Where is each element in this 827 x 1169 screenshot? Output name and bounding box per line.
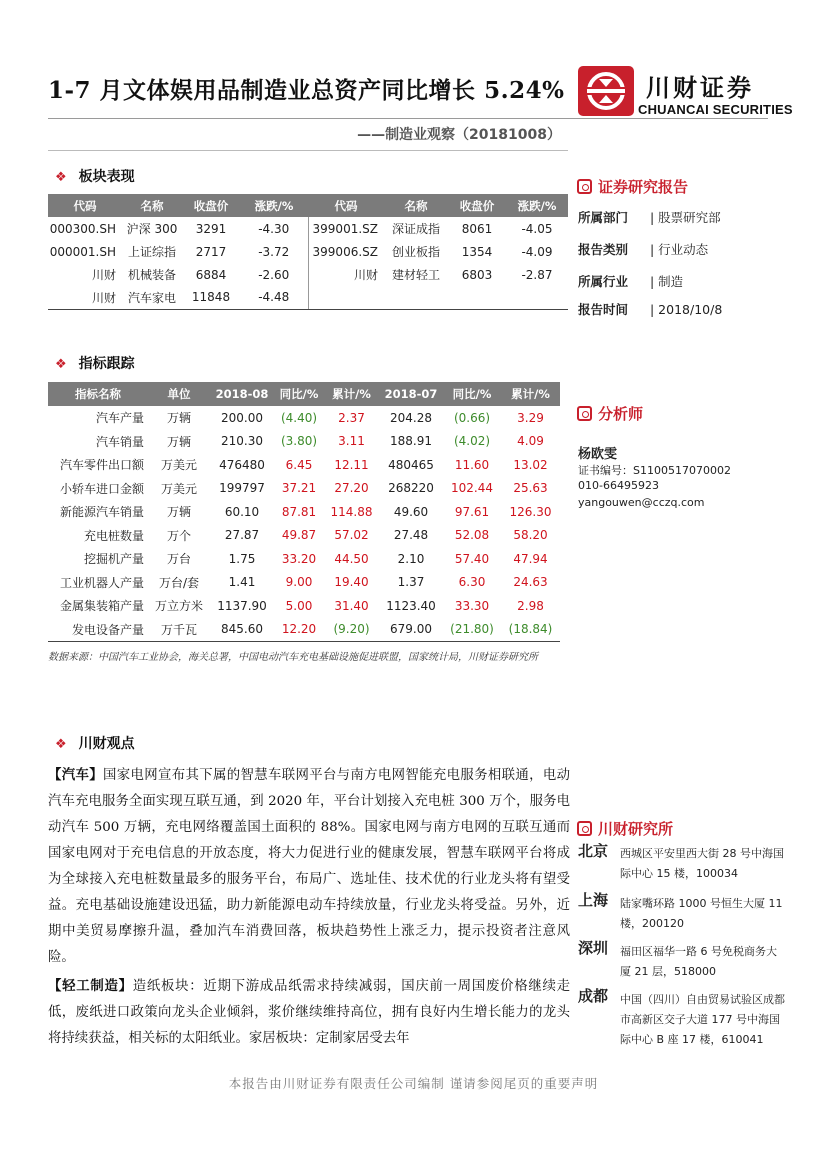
table-cell: 万美元 <box>160 481 197 496</box>
table-cell: -2.60 <box>240 263 308 286</box>
analyst-email[interactable]: yangouwen@cczq.com <box>578 496 705 509</box>
table-row <box>48 547 560 571</box>
table-cell: 27.20 <box>334 481 369 496</box>
table-cell: 204.28 <box>390 410 432 425</box>
table-cell: -4.48 <box>240 286 308 309</box>
table-cell: 汽车零件出口额 <box>59 458 144 473</box>
table-row <box>48 263 568 286</box>
table-cell: 川财 <box>91 268 116 282</box>
table-cell: 3.11 <box>338 434 365 449</box>
table-cell: 47.94 <box>513 551 548 566</box>
table-cell: -4.09 <box>521 244 553 259</box>
table-cell: 845.60 <box>210 618 274 642</box>
table-cell: (4.02) <box>453 434 491 449</box>
table-row <box>48 477 560 501</box>
brand-name-cn: 川财证券 <box>646 74 754 102</box>
table-cell: 1354 <box>461 244 493 259</box>
table-cell: 399001.SZ <box>312 221 378 236</box>
table-cell: 1.41 <box>228 575 256 590</box>
table-cell: 万千瓦 <box>148 618 210 642</box>
table-cell: 建材轻工 <box>391 268 440 282</box>
column-header: 2018-07 <box>379 382 443 406</box>
table-cell: 万美元 <box>160 458 197 473</box>
meta-value: | 行业动态 <box>650 242 709 257</box>
data-source-note: 数据来源：中国汽车工业协会，海关总署，中国电动汽车充电基础设施促进联盟，国家统计局，川财证券研究所 <box>48 652 538 663</box>
table-cell: (18.84) <box>501 618 560 642</box>
table-cell: 1.75 <box>228 551 256 566</box>
table-cell: 2.98 <box>517 598 544 613</box>
table-row <box>48 571 560 595</box>
table-cell: 川财 <box>48 286 122 309</box>
table-cell: 37.21 <box>281 481 317 496</box>
column-header: 代码 <box>48 194 122 217</box>
table-cell: 万立方米 <box>154 599 203 614</box>
table-cell: 挖掘机产量 <box>83 552 144 567</box>
table-cell: 49.87 <box>281 528 317 543</box>
table-cell: 12.11 <box>334 457 369 472</box>
table-cell: 5.00 <box>285 598 313 613</box>
table-cell: 87.81 <box>281 504 317 519</box>
column-header: 指标名称 <box>48 382 148 406</box>
table-cell: 399006.SZ <box>312 244 378 259</box>
table-cell: 114.88 <box>330 504 373 519</box>
table-cell <box>506 286 568 309</box>
table-cell: 19.40 <box>334 575 369 590</box>
table-cell: 126.30 <box>509 504 552 519</box>
table-cell: 万辆 <box>166 411 191 426</box>
meta-value: | 制造 <box>650 274 684 289</box>
meta-value: | 2018/10/8 <box>650 302 723 317</box>
table-row <box>48 618 560 642</box>
table-cell: 25.63 <box>513 481 548 496</box>
table-cell: 12.20 <box>274 618 324 642</box>
table-cell: (9.20) <box>324 618 379 642</box>
table-cell: (0.66) <box>453 410 491 425</box>
table-cell: 创业板指 <box>391 245 440 259</box>
table-row <box>48 524 560 548</box>
table-cell <box>448 286 506 309</box>
diamond-bullet-icon: ❖ <box>55 737 67 752</box>
table-cell: 金属集装箱产量 <box>59 599 144 614</box>
analyst-phone: 010-66495923 <box>578 479 659 492</box>
sector-table <box>48 194 568 310</box>
sector-heading: ❖ 板块表现 <box>55 169 135 185</box>
table-cell <box>384 286 448 309</box>
office-city-chengdu: 成都 <box>578 987 609 1005</box>
table-cell: 机械装备 <box>127 268 176 282</box>
table-cell: 新能源汽车销量 <box>59 505 144 520</box>
table-cell: 充电桩数量 <box>83 528 144 543</box>
sector-header-row <box>48 194 568 217</box>
table-cell: 上证综指 <box>127 245 176 259</box>
paragraph-tag: 【汽车】 <box>48 767 103 783</box>
column-header: 单位 <box>148 382 210 406</box>
table-cell: 万辆 <box>166 434 191 449</box>
meta-category <box>578 240 708 258</box>
column-header: 名称 <box>384 194 448 217</box>
table-cell: -4.30 <box>240 217 308 240</box>
office-address-shenzhen: 福田区福华一路 6 号免税商务大厦 21 层，518000 <box>620 945 777 978</box>
meta-key: 所属部门 <box>578 210 629 225</box>
table-cell: 60.10 <box>224 504 260 519</box>
table-cell: 33.30 <box>454 598 490 613</box>
table-cell: 97.61 <box>454 504 490 519</box>
header-divider <box>48 118 768 119</box>
table-cell: 480465 <box>388 457 434 472</box>
table-cell: 9.00 <box>285 575 313 590</box>
table-cell: 3.29 <box>517 410 544 425</box>
table-cell: 200.00 <box>221 410 263 425</box>
table-row <box>48 430 560 454</box>
table-cell: 44.50 <box>334 551 369 566</box>
paragraph-text: 国家电网宣布其下属的智慧车联网平台与南方电网智能充电服务相联通，电动汽车充电服务全面实现互联互通，到 2020 年，平台计划接入充电桩 300 万个，服务电动汽车 500 万辆，充电网络覆盖国土面积的 88%。国家电网与南方电网的互联互通而国家电网对于充电信息的开放态度，将大力促进行业的健康发展，智慧车联网平台将成为全球接入充电桩数量最多的服务平台，布局广、选址佳、技术优的行业龙头将有望受益。充电基础设施建设迅猛，助力新能源电动车持续放量，行业龙头将受益。另外，近期中美贸易摩擦升温，叠加汽车消费回落，板块趋势性上涨乏力，提示投资者注意风险。 <box>48 768 571 965</box>
table-cell: (21.80) <box>443 618 501 642</box>
table-cell: 210.30 <box>221 434 263 449</box>
table-cell: 汽车销量 <box>95 434 144 449</box>
table-cell: 3291 <box>195 221 227 236</box>
report-info-heading: 证券研究报告 <box>577 176 688 197</box>
table-cell: 58.20 <box>513 528 548 543</box>
table-cell: 11848 <box>182 286 240 309</box>
office-city-beijing: 北京 <box>578 842 609 860</box>
table-cell: 沪深 300 <box>126 222 178 236</box>
indicator-table <box>48 382 560 642</box>
subtitle-divider <box>48 150 568 151</box>
meta-value: | 股票研究部 <box>650 210 721 225</box>
table-cell: 6.30 <box>458 575 486 590</box>
table-cell: 000001.SH <box>49 244 116 259</box>
table-cell: 深证成指 <box>391 222 440 236</box>
table-cell: 33.20 <box>281 551 317 566</box>
report-subtitle: ——制造业观察（20181008） <box>357 127 561 143</box>
table-cell: -2.87 <box>521 267 553 282</box>
table-cell: 6803 <box>461 267 493 282</box>
brand-name-en: CHUANCAI SECURITIES <box>638 102 793 117</box>
table-row <box>48 453 560 477</box>
report-title: 1-7 月文体娱用品制造业总资产同比增长 5.24% <box>48 77 565 104</box>
table-cell: 8061 <box>461 221 493 236</box>
analyst-name: 杨欧雯 <box>578 447 618 462</box>
paragraph-tag: 【轻工制造】 <box>48 978 133 994</box>
table-row <box>48 500 560 524</box>
view-body <box>48 762 570 1052</box>
table-cell: 000300.SH <box>49 221 116 236</box>
column-header: 同比/% <box>443 382 501 406</box>
column-header: 累计/% <box>501 382 560 406</box>
table-cell: 万辆 <box>166 505 191 520</box>
table-cell: 24.63 <box>513 575 548 590</box>
table-cell: 13.02 <box>513 457 548 472</box>
table-cell: 汽车产量 <box>95 411 144 426</box>
column-header: 收盘价 <box>448 194 506 217</box>
table-cell: 万个 <box>166 528 191 543</box>
table-cell: 1.37 <box>397 575 425 590</box>
table-cell: 2.37 <box>338 410 365 425</box>
table-cell: (4.40) <box>280 410 318 425</box>
table-cell: 万台/套 <box>158 575 200 590</box>
meta-date <box>578 300 722 318</box>
table-row <box>48 217 568 240</box>
table-cell: 工业机器人产量 <box>59 575 144 590</box>
table-row <box>48 286 568 309</box>
table-cell: 1123.40 <box>386 598 436 613</box>
table-cell: 268220 <box>388 481 434 496</box>
table-cell: 汽车家电 <box>122 286 182 309</box>
meta-industry <box>578 272 683 290</box>
office-address-beijing: 西城区平安里西大街 28 号中海国际中心 15 楼，100034 <box>620 847 784 880</box>
meta-key: 所属行业 <box>578 274 629 289</box>
analyst-icon <box>577 406 592 421</box>
office-address-shanghai: 陆家嘴环路 1000 号恒生大厦 11 楼，200120 <box>620 897 783 930</box>
analyst-cert: 证书编号：S1100517070002 <box>578 464 731 477</box>
table-cell: 52.08 <box>454 528 490 543</box>
office-city-shanghai: 上海 <box>578 891 609 909</box>
table-cell: 476480 <box>219 457 265 472</box>
office-address-chengdu: 中国（四川）自由贸易试验区成都市高新区交子大道 177 号中海国际中心 B 座 17 楼，610041 <box>620 993 785 1046</box>
column-header: 收盘价 <box>182 194 240 217</box>
table-cell: -4.05 <box>521 221 553 236</box>
table-cell: 小轿车进口金额 <box>59 481 144 496</box>
meta-department <box>578 208 721 226</box>
meta-key: 报告类别 <box>578 242 629 257</box>
table-cell: 万台 <box>166 552 191 567</box>
table-cell: 679.00 <box>379 618 443 642</box>
table-cell: 57.40 <box>454 551 490 566</box>
table-cell <box>308 286 384 309</box>
table-cell: 1137.90 <box>217 598 267 613</box>
table-cell: 川财 <box>353 268 378 282</box>
view-heading: ❖ 川财观点 <box>55 736 135 752</box>
table-cell: 188.91 <box>390 434 432 449</box>
diamond-bullet-icon: ❖ <box>55 357 67 372</box>
table-cell: 102.44 <box>451 481 493 496</box>
table-cell: 发电设备产量 <box>48 618 148 642</box>
table-cell: 2717 <box>195 244 227 259</box>
paragraph-text: 造纸板块：近期下游成品纸需求持续减弱，国庆前一周国废价格继续走低，废纸进口政策向龙头企业倾斜，浆价继续维持高位，拥有良好内生增长能力的龙头将持续获益，相关标的太阳纸业。家居板块：定制家居受去年 <box>48 979 571 1046</box>
column-header: 代码 <box>308 194 384 217</box>
table-row <box>48 406 560 430</box>
paragraph-auto <box>48 762 570 971</box>
office-city-shenzhen: 深圳 <box>578 939 609 957</box>
meta-key: 报告时间 <box>578 302 629 317</box>
table-cell: 199797 <box>219 481 265 496</box>
table-cell: 57.02 <box>334 528 369 543</box>
column-header: 涨跌/% <box>240 194 308 217</box>
table-cell: (3.80) <box>280 434 318 449</box>
column-header: 累计/% <box>324 382 379 406</box>
table-cell: 6884 <box>195 267 227 282</box>
column-header: 涨跌/% <box>506 194 568 217</box>
table-cell: 27.87 <box>224 528 260 543</box>
table-cell: 6.45 <box>285 457 313 472</box>
column-header: 2018-08 <box>210 382 274 406</box>
table-cell: 4.09 <box>517 434 544 449</box>
institute-icon <box>577 821 592 836</box>
table-cell: 2.10 <box>397 551 425 566</box>
table-cell: 49.60 <box>393 504 429 519</box>
table-cell: 31.40 <box>334 598 369 613</box>
table-cell: 11.60 <box>454 457 490 472</box>
table-row <box>48 594 560 618</box>
indicators-heading: ❖ 指标跟踪 <box>55 356 135 372</box>
diamond-bullet-icon: ❖ <box>55 170 67 185</box>
report-icon <box>577 179 592 194</box>
table-cell: 27.48 <box>393 528 429 543</box>
table-row <box>48 240 568 263</box>
chuancai-logo-icon <box>577 65 635 117</box>
table-cell: -3.72 <box>240 240 308 263</box>
paragraph-light-industry <box>48 973 570 1052</box>
institute-heading: 川财研究所 <box>577 818 673 839</box>
analyst-heading: 分析师 <box>577 403 643 424</box>
indicator-header-row <box>48 382 560 406</box>
column-header: 名称 <box>122 194 182 217</box>
footer-disclaimer: 本报告由川财证券有限责任公司编制 谨请参阅尾页的重要声明 <box>228 1076 599 1091</box>
column-header: 同比/% <box>274 382 324 406</box>
